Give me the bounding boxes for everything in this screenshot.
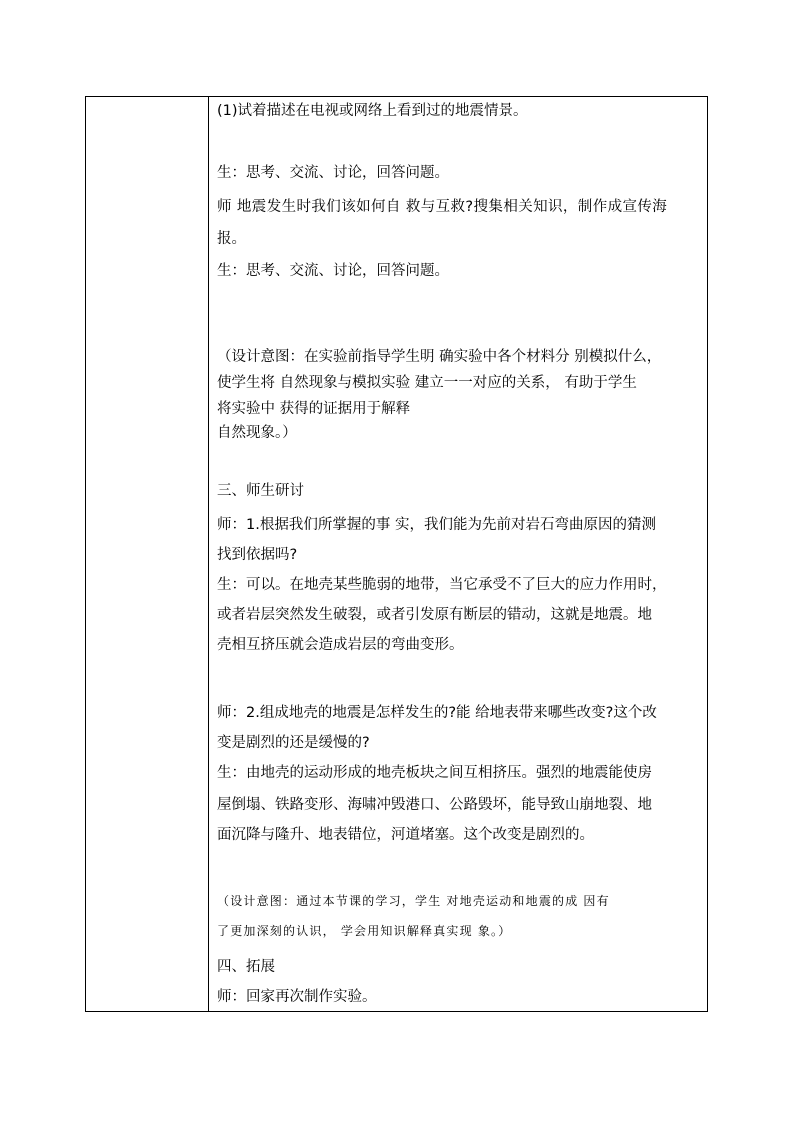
text-line-student-a2: 生：由地壳的运动形成的地壳板块之间互相挤压。强烈的地震能使房 [217,765,652,781]
text-line-teacher-q1: 师：1.根据我们所掌握的事 实，我们能为先前对岩石弯曲原因的猜测 [217,517,656,533]
text-line-design-intent-6: 了更加深刻的认识， 学会用知识解释真实现 象。） [217,924,512,938]
text-line-student-a1-cont: 或者岩层突然发生破裂，或者引发原有断层的错动，这就是地震。地 [217,607,652,623]
text-line-teacher-q2: 师：2.组成地壳的地震是怎样发生的?能 给地表带来哪些改变?这个改 [217,705,657,721]
text-line-describe-quake: (1)试着描述在电视或网络上看到过的地震情景。 [217,103,528,119]
text-line-design-intent-5: （设计意图：通过本节课的学习，学生 对地壳运动和地震的成 因有 [217,894,610,908]
lesson-table [85,96,708,1012]
text-line-student-a1: 生：可以。在地壳某些脆弱的地带，当它承受不了巨大的应力作用时， [217,577,667,593]
text-line-design-intent-2: 使学生将 自然现象与模拟实验 建立一一对应的关系， 有助于学生 [217,375,637,391]
section-heading-discussion: 三、师生研讨 [217,483,304,499]
section-heading-extension: 四、拓展 [217,959,275,975]
text-line-student-a2-end: 面沉降与隆升、地表错位，河道堵塞。这个改变是剧烈的。 [217,827,594,843]
text-line-design-intent-3: 将实验中 获得的证据用于解释 [217,401,411,417]
text-line-teacher-question-1-cont: 报。 [217,231,246,247]
text-line-teacher-q1-cont: 找到依据吗? [217,547,298,563]
text-line-teacher-question-1: 师 地震发生时我们该如何自 救与互救?搜集相关知识，制作成宣传海 [217,199,668,215]
text-line-student-a2-cont: 屋倒塌、铁路变形、海啸冲毁港口、公路毁坏，能导致山崩地裂、地 [217,797,652,813]
text-line-teacher-q2-cont: 变是剧烈的还是缓慢的? [217,735,370,751]
text-line-student-a1-end: 壳相互挤压就会造成岩层的弯曲变形。 [217,637,464,653]
text-line-design-intent-4: 自然现象。） [217,425,297,441]
text-line-teacher-homework: 师：回家再次制作实验。 [217,989,377,1005]
text-line-design-intent-1: （设计意图：在实验前指导学生明 确实验中各个材料分 别模拟什么， [217,349,662,365]
text-line-student-answer-1: 生：思考、交流、讨论，回答问题。 [217,165,449,181]
text-line-student-answer-2: 生：思考、交流、讨论，回答问题。 [217,263,449,279]
column-divider [208,97,209,1011]
